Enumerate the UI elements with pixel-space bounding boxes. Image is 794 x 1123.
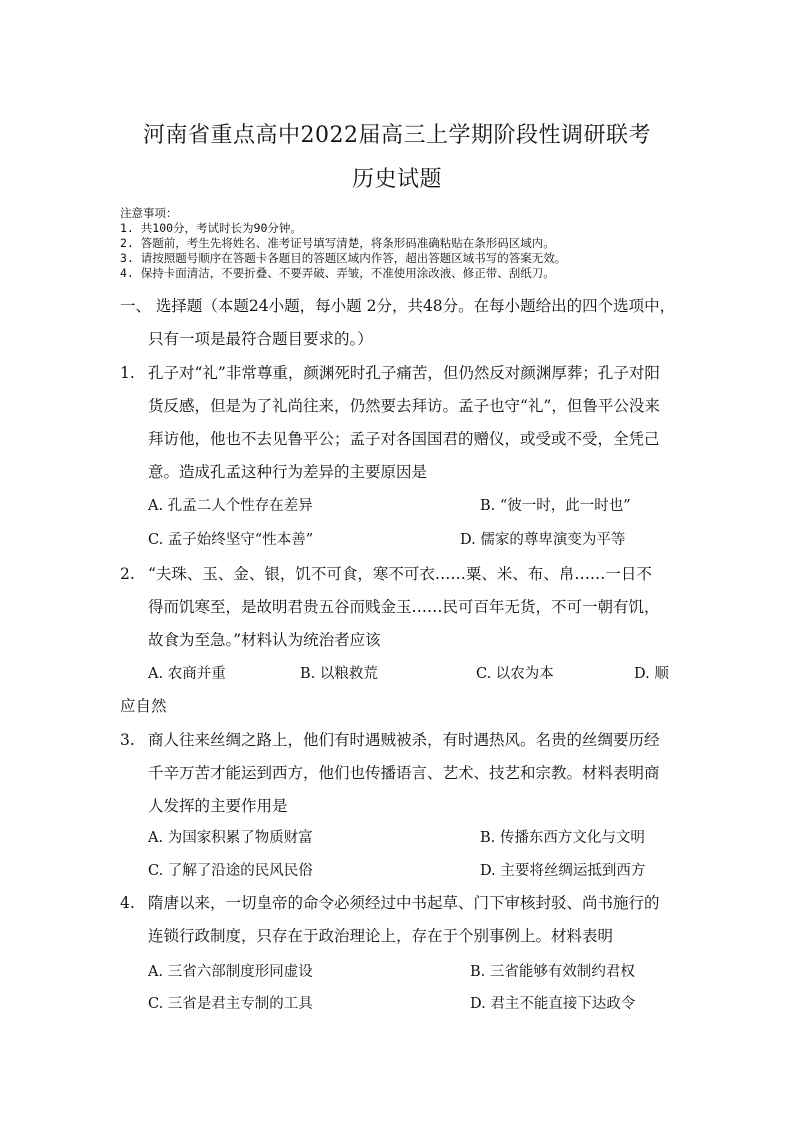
section-heading [120,290,680,356]
question-line: 拜访他，他也不去见鲁平公；孟子对各国国君的赠仪，或受或不受，全凭己 [148,430,660,448]
question-line: “夫珠、玉、金、银，饥不可食，寒不可衣……粟、米、布、帛……一日不 [148,565,652,583]
option-d[interactable]: D. 主要将丝绸运抵到西方 [480,863,646,879]
question-4-options-row1 [148,960,680,986]
question-line: 得而饥寒至，是故明君贵五谷而贱金玉……民可百年无货，不可一朝有饥， [148,598,660,616]
question-line: 千辛万苦才能运到西方，他们也传播语言、艺术、技艺和宗教。材料表明商 [148,764,660,782]
exam-title: 河南省重点高中2022届高三上学期阶段性调研联考 [143,123,651,148]
question-line: 意。造成孔孟这种行为差异的主要原因是 [148,463,428,481]
option-c[interactable]: C. 三省是君主专制的工具 [148,996,313,1012]
option-d[interactable]: D. 君主不能直接下达政令 [470,996,636,1012]
notes-item: 1. 共100分，考试时长为90分钟。 [120,221,302,235]
question-2-options-row [148,662,680,688]
question-3-options-row1 [148,826,680,852]
question-1-options-row1 [148,494,680,520]
section-line: 只有一项是最符合题目要求的。） [148,330,373,348]
question-4 [120,887,680,953]
question-line: 商人往来丝绸之路上，他们有时遇贼被杀，有时遇热风。名贵的丝绸要历经 [148,731,660,749]
notes-item: 3. 请按照题号顺序在答题卡各题目的答题区域内作答，超出答题区域书写的答案无效。 [120,251,567,265]
notes-heading: 注意事项： [120,206,178,220]
option-d-continued: 应自然 [120,697,167,715]
question-number: 1. [120,364,135,382]
option-c[interactable]: C. 孟子始终坚守“性本善” [148,532,314,548]
question-line: 人发挥的主要作用是 [148,797,288,815]
question-1 [120,357,680,489]
option-a[interactable]: A. 三省六部制度形同虚设 [148,964,313,980]
notes-block [120,206,680,281]
option-a[interactable]: A. 孔孟二人个性存在差异 [148,498,313,514]
option-c[interactable]: C. 了解了沿途的民风民俗 [148,863,313,879]
question-2-overflow [120,694,652,720]
option-b[interactable]: B. 三省能够有效制约君权 [470,964,635,980]
notes-item: 4. 保持卡面清洁，不要折叠、不要弄破、弄皱，不准使用涂改液、修正带、刮纸刀。 [120,266,555,280]
question-number: 4. [120,894,135,912]
question-3-options-row2 [148,859,680,885]
question-line: 孔子对“礼”非常尊重，颜渊死时孔子痛苦，但仍然反对颜渊厚葬；孔子对阳 [148,364,660,382]
option-d[interactable]: D. 儒家的尊卑演变为平等 [460,532,626,548]
question-line: 货反感，但是为了礼尚往来，仍然要去拜访。孟子也守“礼”，但鲁平公没来 [148,397,660,415]
option-b[interactable]: B. 以粮救荒 [300,666,378,682]
question-2 [120,558,680,657]
question-line: 隋唐以来，一切皇帝的命令必须经过中书起草、门下审核封驳、尚书施行的 [148,894,660,912]
question-line: 连锁行政制度，只存在于政治理论上，存在于个别事例上。材料表明 [148,927,614,945]
option-b[interactable]: B. “彼一时，此一时也” [480,498,631,514]
option-b[interactable]: B. 传播东西方文化与文明 [480,830,645,846]
option-a[interactable]: A. 农商并重 [148,666,226,682]
question-3 [120,724,680,823]
notes-item: 2. 答题前，考生先将姓名、准考证号填写清楚，将条形码准确粘贴在条形码区域内。 [120,236,555,250]
option-a[interactable]: A. 为国家积累了物质财富 [148,830,313,846]
option-c[interactable]: C. 以农为本 [476,666,554,682]
question-number: 3. [120,731,135,749]
section-line: 一、 选择题（本题24小题，每小题 2分，共48分。在每小题给出的四个选项中， [120,297,676,315]
question-1-options-row2 [148,528,680,554]
option-d[interactable]: D. 顺 [634,666,669,682]
question-4-options-row2 [148,992,680,1018]
exam-subtitle: 历史试题 [351,167,442,192]
question-number: 2. [120,565,135,583]
question-line: 故食为至急。”材料认为统治者应该 [148,631,381,649]
